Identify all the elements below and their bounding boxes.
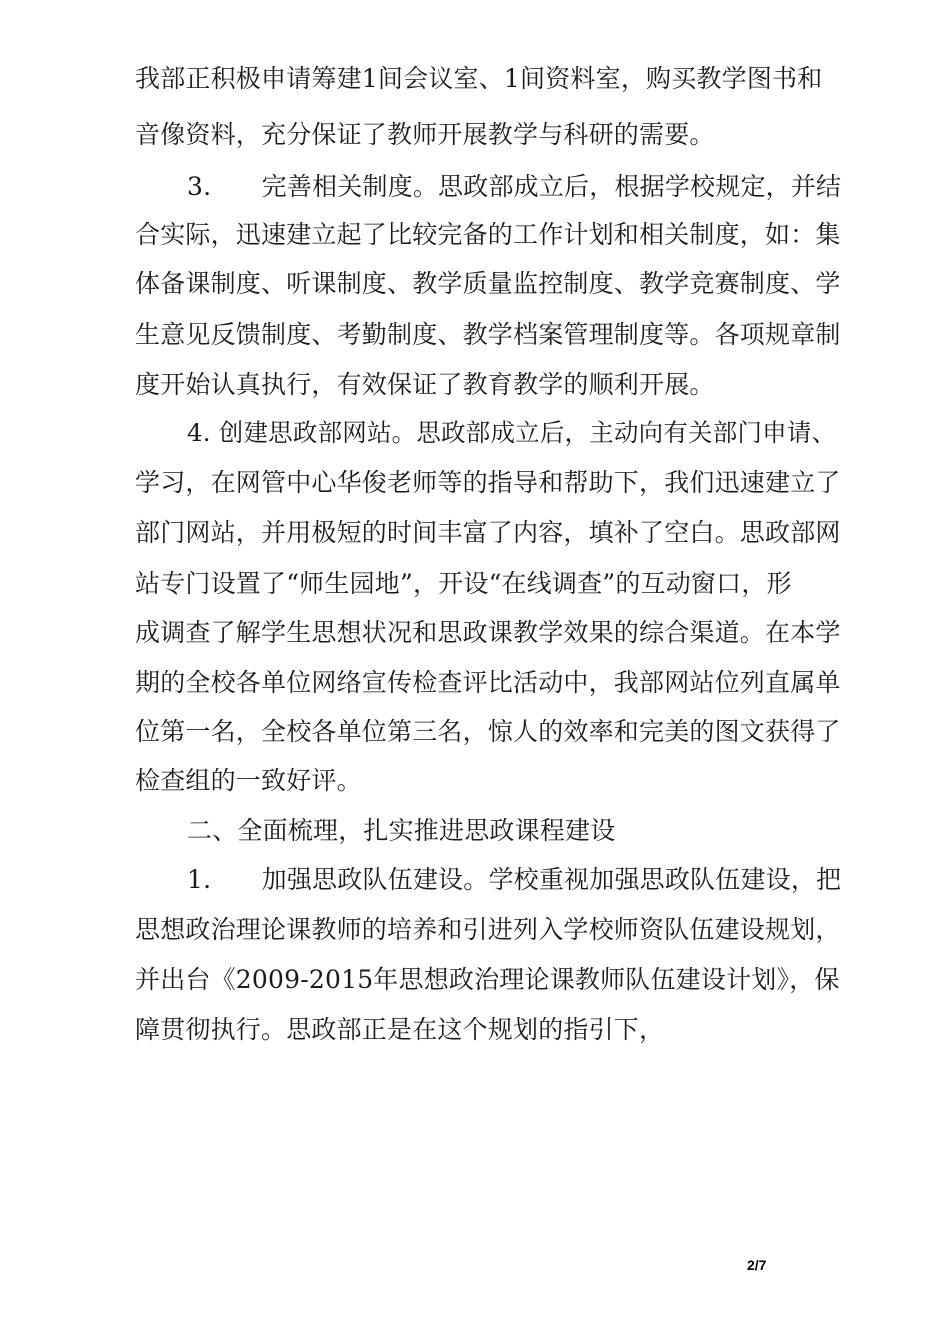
text-line: 思想政治理论课教师的培养和引进列入学校师资队伍建设规划， — [135, 915, 841, 944]
text-line: 障贯彻执行。思政部正是在这个规划的指引下， — [135, 1015, 665, 1044]
text-line: 部门网站，并用极短的时间丰富了内容，填补了空白。思政部网 — [135, 518, 841, 547]
text-line: 学习，在网管中心华俊老师等的指导和帮助下，我们迅速建立了 — [135, 468, 841, 497]
text-line: 4. 创建思政部网站。思政部成立后，主动向有关部门申请、 — [187, 418, 837, 447]
text-line: 合实际，迅速建立起了比较完备的工作计划和相关制度，如：集 — [135, 220, 841, 249]
text-line: 成调查了解学生思想状况和思政课教学效果的综合渠道。在本学 — [135, 618, 841, 647]
text-line: 3. 完善相关制度。思政部成立后，根据学校规定，并结 — [187, 172, 842, 201]
text-line: 并出台《2009-2015年思想政治理论课教师队伍建设计划》，保 — [135, 965, 840, 994]
text-line: 检查组的一致好评。 — [135, 766, 362, 795]
text-line: 1. 加强思政队伍建设。学校重视加强思政队伍建设，把 — [187, 865, 842, 894]
section-heading: 二、全面梳理，扎实推进思政课程建设 — [187, 816, 616, 845]
text-line: 期的全校各单位网络宣传检查评比活动中，我部网站位列直属单 — [135, 668, 841, 697]
text-line: 体备课制度、听课制度、教学质量监控制度、教学竞赛制度、学 — [135, 269, 841, 298]
text-line: 音像资料，充分保证了教师开展教学与科研的需要。 — [135, 120, 715, 149]
text-line: 生意见反馈制度、考勤制度、教学档案管理制度等。各项规章制 — [135, 320, 841, 349]
text-line: 度开始认真执行，有效保证了教育教学的顺利开展。 — [135, 370, 715, 399]
text-line: 我部正积极申请筹建1间会议室、1间资料室，购买教学图书和 — [135, 64, 823, 93]
text-line: 站专门设置了“师生园地”，开设“在线调查”的互动窗口，形 — [135, 569, 792, 598]
text-line: 位第一名，全校各单位第三名，惊人的效率和完美的图文获得了 — [135, 717, 841, 746]
page-number: 2/7 — [747, 1257, 767, 1273]
